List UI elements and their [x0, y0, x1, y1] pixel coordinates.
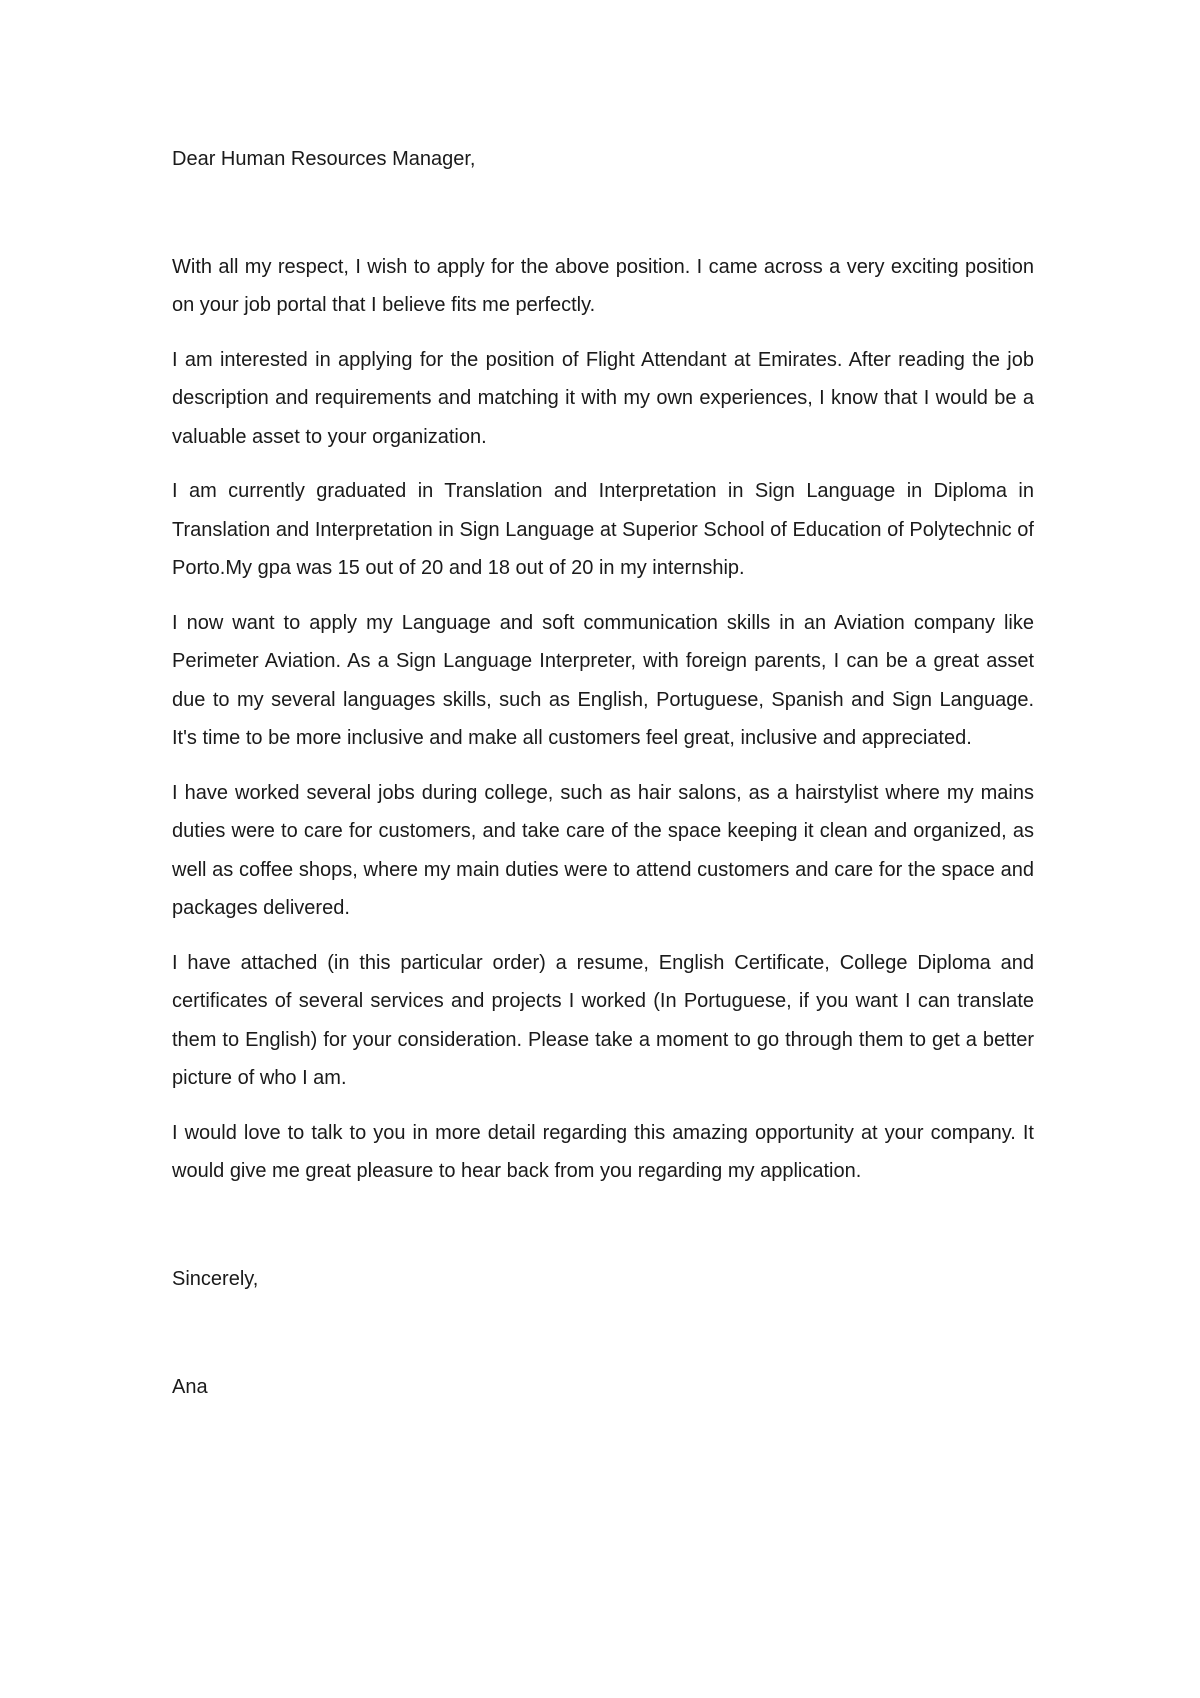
cover-letter: [172, 140, 1034, 1407]
paragraph-attachments: I have attached (in this particular order) a resume, English Certificate, College Diploma and certificates of several services and projects I worked (In Portuguese, if you want I can translate them to English) for your consideration. Please take a moment to go through them to get a better picture of who I am.: [172, 951, 1034, 1089]
closing: Sincerely,: [172, 1267, 259, 1290]
paragraph-education: I am currently graduated in Translation and Interpretation in Sign Language in Diploma in Translation and Interpretation in Sign Language at Superior School of Education of Polytechnic of Porto.My gpa was 15 out of 20 and 18 out of 20 in my internship.: [172, 480, 1034, 579]
salutation: Dear Human Resources Manager,: [172, 148, 476, 170]
paragraph-work-experience: I have worked several jobs during college, such as hair salons, as a hairstylist where my mains duties were to care for customers, and take care of the space keeping it clean and organized, as well as coffee shops, where my main duties were to attend customers and care for the space and packages delivered.: [172, 781, 1034, 919]
paragraph-position-interest: I am interested in applying for the position of Flight Attendant at Emirates. After reading the job description and requirements and matching it with my own experiences, I know that I would be a valuable asset to your organization.: [172, 348, 1034, 448]
signature-name: Ana: [172, 1376, 208, 1398]
paragraph-language-skills: I now want to apply my Language and soft communication skills in an Aviation company like Perimeter Aviation. As a Sign Language Interpreter, with foreign parents, I can be a great asset due to my several languages skills, such as English, Portuguese, Spanish and Sign Language. It's time to be more inclusive and make all customers feel great, inclusive and appreciated.: [172, 611, 1034, 749]
paragraph-conclusion: I would love to talk to you in more detail regarding this amazing opportunity at your company. It would give me great pleasure to hear back from you regarding my application.: [172, 1121, 1034, 1182]
paragraph-intro: With all my respect, I wish to apply for the above position. I came across a very exciting position on your job portal that I believe fits me perfectly.: [172, 255, 1034, 316]
